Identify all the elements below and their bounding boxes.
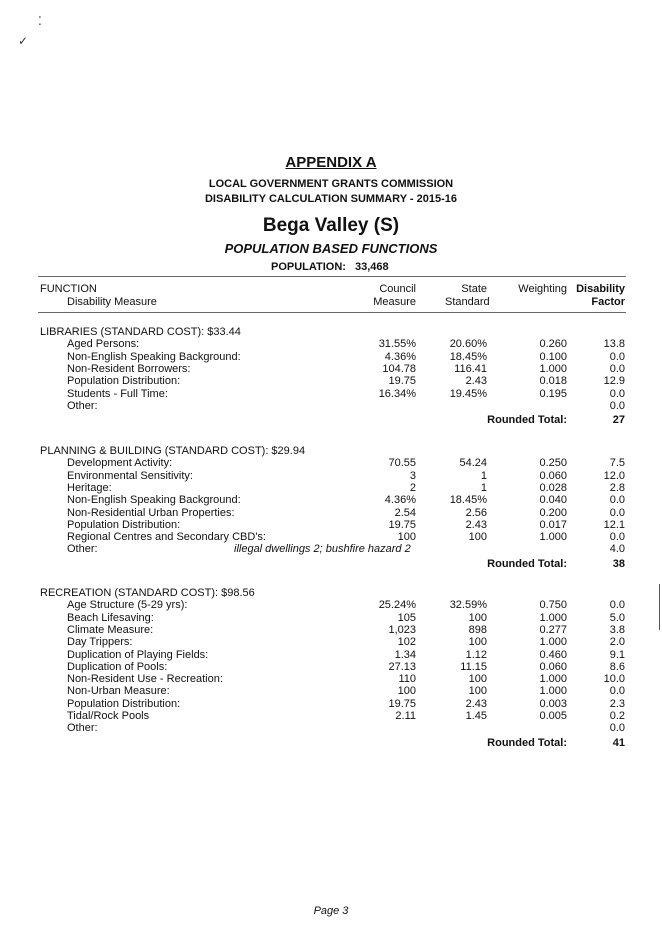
council-measure: 100 bbox=[397, 531, 416, 544]
measure-label: Non-Resident Borrowers: bbox=[67, 362, 191, 375]
weighting-value: 0.018 bbox=[539, 375, 567, 388]
table-row bbox=[0, 400, 662, 412]
council-measure: 1,023 bbox=[388, 623, 416, 636]
header-disability-measure: Disability Measure bbox=[67, 296, 157, 308]
weighting-value: 1.000 bbox=[539, 673, 567, 686]
state-standard: 2.43 bbox=[465, 518, 487, 531]
measure-label: Non-English Speaking Background: bbox=[67, 350, 241, 363]
weighting-value: 0.100 bbox=[539, 350, 567, 363]
council-measure: 2 bbox=[409, 481, 416, 494]
state-standard: 54.24 bbox=[459, 457, 487, 470]
table-row bbox=[0, 363, 662, 375]
section-title: RECREATION (STANDARD COST): $98.56 bbox=[40, 587, 255, 599]
header-state-line2: Standard bbox=[445, 296, 490, 308]
margin-line bbox=[659, 584, 660, 630]
state-standard: 100 bbox=[468, 611, 487, 624]
measure-label: Duplication of Playing Fields: bbox=[67, 648, 209, 661]
disability-factor: 0.0 bbox=[609, 494, 625, 507]
weighting-value: 0.195 bbox=[539, 387, 567, 400]
disability-factor: 2.8 bbox=[609, 481, 625, 494]
council-measure: 31.55% bbox=[378, 338, 416, 351]
table-row bbox=[0, 636, 662, 648]
table-row bbox=[0, 722, 662, 734]
rounded-total-row bbox=[0, 558, 662, 570]
state-standard: 100 bbox=[468, 531, 487, 544]
header-council-line2: Measure bbox=[373, 296, 416, 308]
header-bottom-rule bbox=[38, 312, 626, 313]
weighting-value: 0.277 bbox=[539, 623, 567, 636]
header-state bbox=[445, 283, 490, 309]
rounded-total-label: Rounded Total: bbox=[487, 736, 567, 749]
council-name: Bega Valley (S) bbox=[262, 215, 400, 236]
measure-label: Tidal/Rock Pools bbox=[67, 710, 150, 722]
table-row bbox=[0, 685, 662, 697]
disability-factor: 0.0 bbox=[609, 350, 625, 363]
disability-factor: 2.3 bbox=[609, 697, 625, 710]
table-row bbox=[0, 661, 662, 673]
state-standard: 100 bbox=[468, 685, 487, 698]
state-standard: 898 bbox=[468, 623, 487, 636]
weighting-value: 1.000 bbox=[539, 531, 567, 544]
disability-factor: 12.1 bbox=[603, 518, 625, 531]
section-title: PLANNING & BUILDING (STANDARD COST): $29.94 bbox=[40, 445, 306, 457]
council-measure: 27.13 bbox=[388, 660, 416, 673]
table-row bbox=[0, 482, 662, 494]
table-row bbox=[0, 338, 662, 350]
measure-label: Population Distribution: bbox=[67, 375, 181, 388]
disability-factor: 0.0 bbox=[609, 599, 625, 612]
weighting-value: 0.260 bbox=[539, 338, 567, 351]
disability-factor: 12.0 bbox=[603, 469, 625, 482]
state-standard: 1.12 bbox=[465, 648, 487, 661]
table-row bbox=[0, 388, 662, 400]
disability-factor: 2.0 bbox=[609, 636, 625, 649]
weighting-value: 0.040 bbox=[539, 494, 567, 507]
state-standard: 2.43 bbox=[465, 697, 487, 710]
measure-label: Environmental Sensitivity: bbox=[67, 469, 193, 482]
measure-label: Students - Full Time: bbox=[67, 387, 168, 400]
weighting-value: 0.200 bbox=[539, 506, 567, 519]
state-standard: 2.43 bbox=[465, 375, 487, 388]
header-state-line1: State bbox=[461, 283, 487, 295]
table-row bbox=[0, 624, 662, 636]
council-measure: 2.54 bbox=[394, 506, 416, 519]
table-row bbox=[0, 470, 662, 482]
state-standard: 116.41 bbox=[454, 362, 487, 375]
table-row bbox=[0, 698, 662, 710]
disability-factor: 0.0 bbox=[609, 387, 625, 400]
state-standard: 100 bbox=[468, 673, 487, 686]
state-standard: 18.45% bbox=[449, 494, 487, 507]
state-standard: 11.15 bbox=[460, 660, 487, 673]
rounded-total-label: Rounded Total: bbox=[487, 557, 567, 570]
rounded-total-label: Rounded Total: bbox=[487, 414, 567, 427]
disability-factor: 7.5 bbox=[609, 457, 625, 470]
measure-label: Non-English Speaking Background: bbox=[67, 494, 241, 507]
measure-label: Duplication of Pools: bbox=[67, 660, 168, 673]
table-row bbox=[0, 494, 662, 506]
table-row bbox=[0, 673, 662, 685]
scan-mark: ✓ bbox=[18, 34, 29, 48]
state-standard: 19.45% bbox=[449, 387, 487, 400]
weighting-value: 0.005 bbox=[539, 710, 567, 722]
measure-label: Heritage: bbox=[67, 481, 112, 494]
rounded-total-value: 38 bbox=[612, 557, 625, 570]
measure-label: Other: bbox=[67, 543, 98, 556]
weighting-value: 1.000 bbox=[539, 362, 567, 375]
measure-label: Population Distribution: bbox=[67, 518, 181, 531]
state-standard: 18.45% bbox=[449, 350, 487, 363]
header-factor bbox=[576, 283, 625, 309]
header-council-line1: Council bbox=[379, 283, 416, 295]
table-row bbox=[0, 531, 662, 543]
measure-label: Beach Lifesaving: bbox=[67, 611, 154, 624]
council-measure: 3 bbox=[409, 469, 416, 482]
state-standard: 1.45 bbox=[465, 710, 487, 722]
section-heading-row bbox=[0, 326, 662, 338]
measure-label: Other: bbox=[67, 399, 98, 412]
scan-mark: ⁚ bbox=[38, 14, 42, 28]
table-row bbox=[0, 351, 662, 363]
rounded-total-value: 41 bbox=[612, 736, 625, 749]
measure-note: illegal dwellings 2; bushfire hazard 2 bbox=[234, 543, 411, 556]
appendix-title: APPENDIX A bbox=[285, 154, 377, 171]
header-council bbox=[373, 283, 416, 309]
disability-factor: 8.6 bbox=[609, 660, 625, 673]
table-row bbox=[0, 507, 662, 519]
measure-label: Age Structure (5-29 yrs): bbox=[67, 599, 188, 612]
population-value: 33,468 bbox=[355, 261, 389, 273]
table-row bbox=[0, 710, 662, 722]
state-standard: 100 bbox=[468, 636, 487, 649]
measure-label: Non-Resident Use - Recreation: bbox=[67, 673, 223, 686]
council-measure: 70.55 bbox=[388, 457, 416, 470]
council-measure: 104.78 bbox=[382, 362, 416, 375]
table-row bbox=[0, 457, 662, 469]
header-weighting: Weighting bbox=[518, 283, 567, 295]
header-factor-line2: Factor bbox=[591, 296, 625, 308]
table-row bbox=[0, 375, 662, 387]
page-number: Page 3 bbox=[313, 905, 349, 917]
council-measure: 105 bbox=[397, 611, 416, 624]
weighting-value: 0.250 bbox=[539, 457, 567, 470]
weighting-value: 1.000 bbox=[539, 611, 567, 624]
measure-label: Development Activity: bbox=[67, 457, 173, 470]
table-row bbox=[0, 599, 662, 611]
weighting-value: 0.060 bbox=[539, 469, 567, 482]
council-measure: 19.75 bbox=[388, 375, 416, 388]
disability-factor: 0.0 bbox=[609, 362, 625, 375]
council-measure: 110 bbox=[398, 673, 416, 686]
weighting-value: 0.750 bbox=[539, 599, 567, 612]
disability-factor: 5.0 bbox=[609, 611, 625, 624]
disability-factor: 0.0 bbox=[609, 506, 625, 519]
header-factor-line1: Disability bbox=[576, 283, 625, 295]
council-measure: 100 bbox=[397, 685, 416, 698]
population-label: POPULATION: bbox=[271, 261, 346, 273]
header-top-rule bbox=[38, 276, 626, 277]
measure-label: Aged Persons: bbox=[67, 338, 140, 351]
state-standard: 20.60% bbox=[449, 338, 487, 351]
measure-label: Day Trippers: bbox=[67, 636, 133, 649]
measure-label: Population Distribution: bbox=[67, 697, 181, 710]
measure-label: Non-Residential Urban Properties: bbox=[67, 506, 235, 519]
rounded-total-row bbox=[0, 414, 662, 426]
council-measure: 102 bbox=[397, 636, 416, 649]
disability-factor: 4.0 bbox=[609, 543, 625, 556]
table-row bbox=[0, 612, 662, 624]
section-heading-row bbox=[0, 445, 662, 457]
rounded-total-row bbox=[0, 737, 662, 749]
disability-factor: 3.8 bbox=[609, 623, 625, 636]
section-heading: POPULATION BASED FUNCTIONS bbox=[224, 241, 438, 256]
disability-factor: 10.0 bbox=[603, 673, 625, 686]
measure-label: Regional Centres and Secondary CBD's: bbox=[67, 531, 266, 544]
weighting-value: 0.060 bbox=[539, 660, 567, 673]
disability-factor: 0.2 bbox=[609, 710, 625, 722]
disability-factor: 12.9 bbox=[603, 375, 625, 388]
council-measure: 4.36% bbox=[384, 494, 416, 507]
state-standard: 32.59% bbox=[449, 599, 487, 612]
disability-factor: 9.1 bbox=[609, 648, 625, 661]
table-row bbox=[0, 649, 662, 661]
measure-label: Climate Measure: bbox=[67, 623, 154, 636]
disability-factor: 0.0 bbox=[609, 399, 625, 412]
weighting-value: 0.028 bbox=[539, 481, 567, 494]
measure-label: Non-Urban Measure: bbox=[67, 685, 170, 698]
section-title: LIBRARIES (STANDARD COST): $33.44 bbox=[40, 326, 241, 338]
header-function: FUNCTION bbox=[40, 283, 97, 295]
state-standard: 1 bbox=[480, 469, 487, 482]
weighting-value: 0.460 bbox=[539, 648, 567, 661]
commission-name: LOCAL GOVERNMENT GRANTS COMMISSION bbox=[208, 178, 454, 190]
disability-factor: 0.0 bbox=[609, 531, 625, 544]
disability-factor: 0.0 bbox=[609, 685, 625, 698]
rounded-total-value: 27 bbox=[612, 414, 625, 427]
council-measure: 19.75 bbox=[388, 697, 416, 710]
weighting-value: 1.000 bbox=[539, 636, 567, 649]
weighting-value: 0.017 bbox=[539, 518, 567, 531]
disability-factor: 13.8 bbox=[603, 338, 625, 351]
table-row bbox=[0, 543, 662, 555]
section-heading-row bbox=[0, 587, 662, 599]
council-measure: 4.36% bbox=[384, 350, 416, 363]
council-measure: 16.34% bbox=[378, 387, 416, 400]
council-measure: 1.34 bbox=[394, 648, 416, 661]
council-measure: 19.75 bbox=[388, 518, 416, 531]
weighting-value: 1.000 bbox=[539, 685, 567, 698]
weighting-value: 0.003 bbox=[539, 697, 567, 710]
measure-label: Other: bbox=[67, 722, 98, 735]
summary-title: DISABILITY CALCULATION SUMMARY - 2015-16 bbox=[204, 193, 457, 205]
council-measure: 2.11 bbox=[395, 710, 416, 722]
disability-factor: 0.0 bbox=[609, 722, 625, 735]
council-measure: 25.24% bbox=[378, 599, 416, 612]
state-standard: 1 bbox=[480, 481, 487, 494]
state-standard: 2.56 bbox=[465, 506, 487, 519]
table-row bbox=[0, 519, 662, 531]
